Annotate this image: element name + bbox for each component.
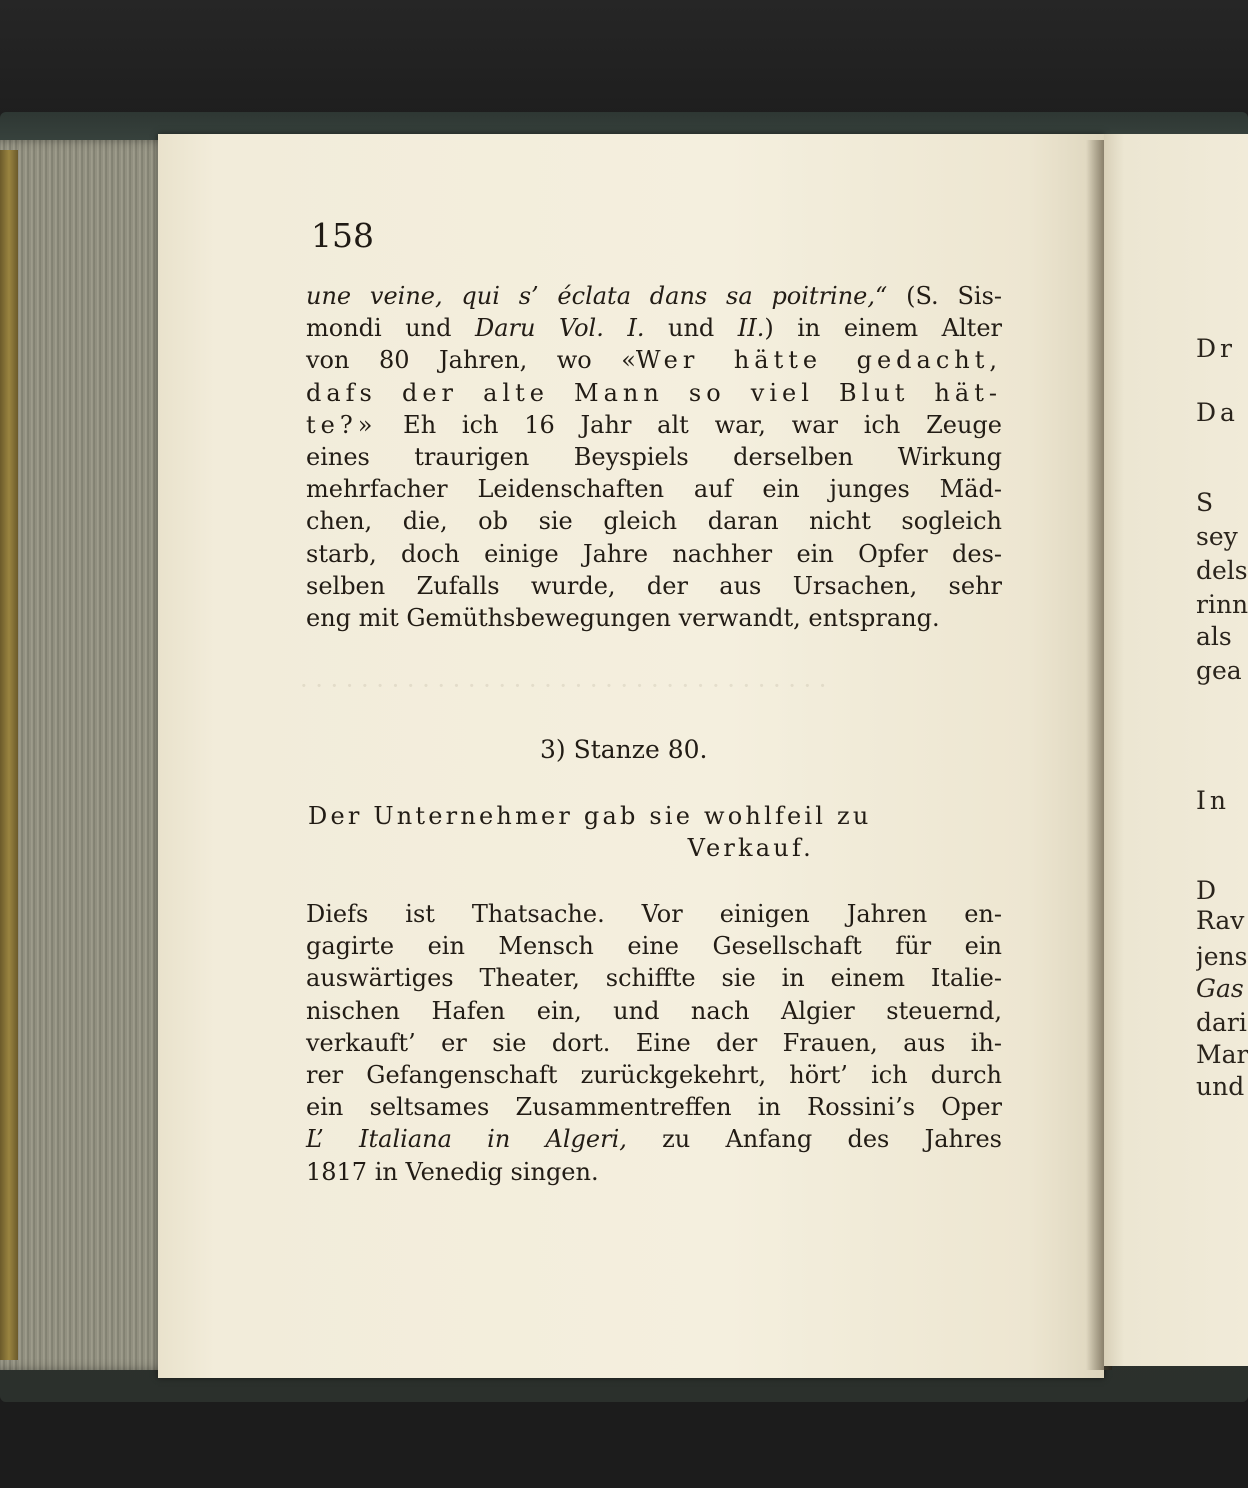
text-run: Wer hätte gedacht, — [635, 346, 1002, 375]
text-run: nischen Hafen ein, und nach Algier steuernd, — [306, 996, 1002, 1025]
facing-page-fragment: Da — [1196, 398, 1239, 427]
paragraph-1 — [306, 280, 1002, 634]
facing-page-fragment: als — [1196, 622, 1232, 651]
text-run: II. — [737, 314, 765, 343]
facing-page-fragment: gea — [1196, 656, 1242, 685]
text-line — [306, 312, 1002, 344]
text-run: und — [644, 314, 738, 343]
text-line — [306, 962, 1002, 994]
quoted-line — [308, 800, 1008, 864]
text-run: selben Zufalls wurde, der aus Ursachen, sehr — [306, 571, 1002, 600]
text-run: auswärtiges Theater, schiffte sie in einem Italie- — [306, 964, 1002, 993]
text-run: starb, doch einige Jahre nachher ein Opfer des- — [306, 539, 1002, 568]
text-run: te?» — [306, 410, 378, 439]
text-run: von 80 Jahren, wo « — [306, 346, 636, 375]
text-run: ein seltsames Zusammentreffen in Rossini’s Oper — [306, 1093, 1002, 1122]
facing-page-fragment: In — [1196, 786, 1230, 815]
paragraph-2 — [306, 898, 1002, 1188]
facing-page-fragment: S — [1196, 488, 1214, 517]
facing-page-fragment: jens — [1196, 942, 1248, 971]
show-through-text: · · · · · · · · · · · · · · · · · · · · · · · · · · · · · · · · · · · — [300, 672, 827, 700]
text-run: zu Anfang des Jahres — [626, 1125, 1002, 1154]
text-run: chen, die, ob sie gleich daran nicht sogleich — [306, 507, 1002, 536]
text-run: une veine, qui s’ éclata dans sa poitrine,“ — [306, 282, 888, 310]
page-block-edges — [0, 140, 172, 1370]
facing-page-fragment: dels — [1196, 556, 1248, 585]
text-line — [306, 602, 1002, 634]
facing-page-fragment: dari — [1196, 1008, 1247, 1037]
text-line — [306, 441, 1002, 473]
page-number: 158 — [311, 216, 374, 255]
facing-page-fragment: sey — [1196, 522, 1238, 551]
note-heading: 3) Stanze 80. — [540, 735, 708, 764]
text-run: L’ Italiana in Algeri, — [306, 1125, 627, 1154]
text-run: 1817 in Venedig singen. — [306, 1157, 599, 1186]
text-line — [306, 1156, 1002, 1188]
text-run: ) in einem Alter — [764, 314, 1003, 343]
facing-page-fragment: D — [1196, 876, 1217, 905]
text-line — [306, 570, 1002, 602]
text-run: Eh ich 16 Jahr alt war, war ich Zeuge — [377, 410, 1002, 439]
text-line — [306, 538, 1002, 570]
facing-page-fragment: und — [1196, 1072, 1245, 1101]
text-run: eines traurigen Beyspiels derselben Wirkung — [306, 443, 1002, 472]
text-run: Diefs ist Thatsache. Vor einigen Jahren en- — [306, 900, 1002, 928]
facing-page-fragment: Dr — [1196, 334, 1236, 363]
quote-line-1: Der Unternehmer gab sie wohlfeil zu — [308, 802, 872, 830]
text-line — [306, 473, 1002, 505]
quote-line-2: Verkauf. — [687, 834, 814, 862]
text-line — [306, 505, 1002, 537]
facing-page-fragment: Gas — [1196, 974, 1244, 1003]
text-line — [306, 344, 1002, 376]
book-spine-edge — [0, 150, 18, 1360]
text-run: mondi und — [306, 314, 475, 343]
text-line — [306, 409, 1002, 441]
text-line — [306, 377, 1002, 409]
text-line — [306, 280, 1002, 312]
text-line — [306, 1091, 1002, 1123]
text-line — [306, 995, 1002, 1027]
text-run: Daru Vol. I. — [475, 314, 645, 343]
text-run: verkauft’ er sie dort. Eine der Frauen, aus ih- — [306, 1028, 1002, 1057]
facing-page-fragment: rinn — [1196, 590, 1248, 619]
text-run: eng mit Gemüthsbewegungen verwandt, entsprang. — [306, 604, 940, 633]
text-run: (S. Sis- — [887, 282, 1002, 310]
text-run: dafs der alte Mann so viel Blut hät- — [306, 378, 1002, 407]
facing-page — [1104, 134, 1248, 1366]
text-line — [306, 930, 1002, 962]
text-line — [306, 898, 1002, 930]
facing-page-fragment: Mar — [1196, 1040, 1248, 1069]
text-line — [306, 1123, 1002, 1155]
text-line — [306, 1027, 1002, 1059]
text-run: mehrfacher Leidenschaften auf ein junges Mäd- — [306, 475, 1002, 504]
text-line — [306, 1059, 1002, 1091]
facing-page-fragment: Rav — [1196, 906, 1245, 935]
text-run: gagirte ein Mensch eine Gesellschaft für ein — [306, 932, 1002, 961]
text-run: rer Gefangenschaft zurückgekehrt, hört’ ich durch — [306, 1061, 1002, 1090]
